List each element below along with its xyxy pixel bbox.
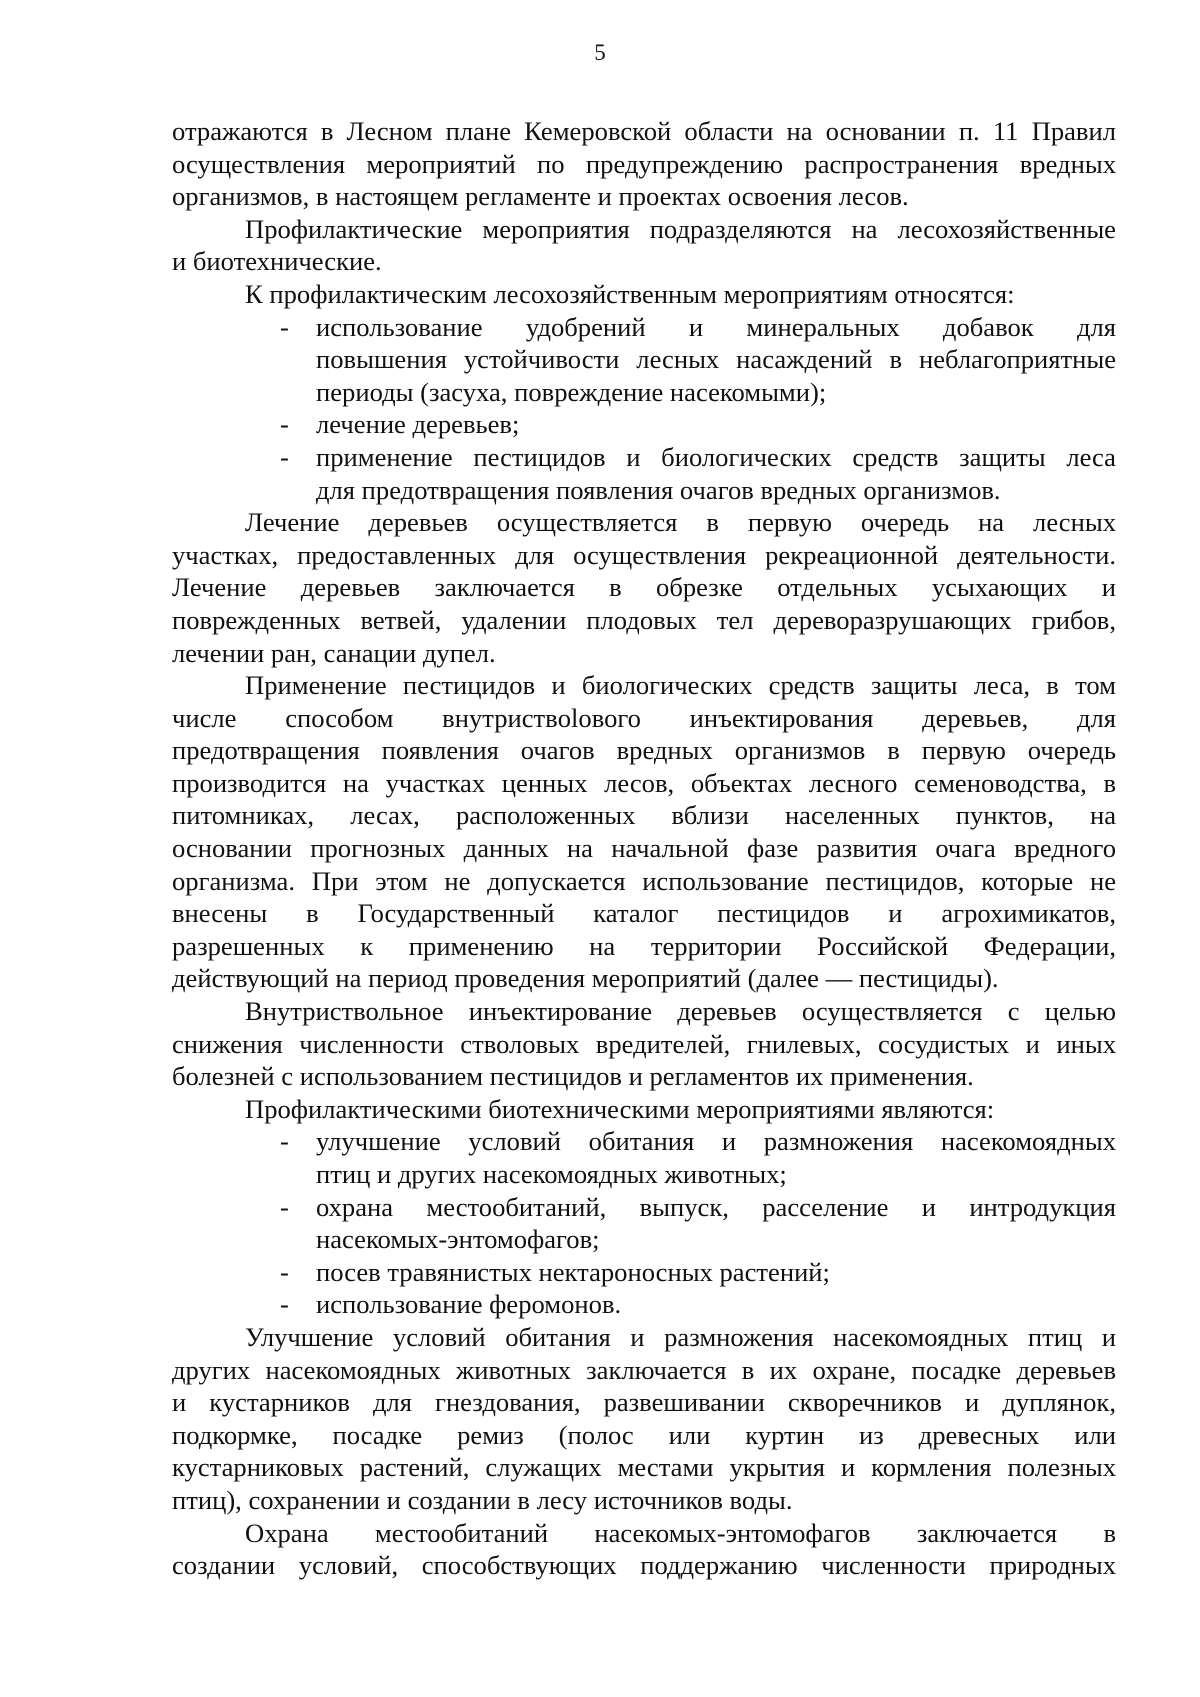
list-dash: - <box>280 1289 289 1320</box>
text-line: периоды (засуха, повреждение насекомыми); <box>316 376 827 407</box>
list-item-line <box>0 1256 1200 1289</box>
text-line: разрешенных к применению на территории Российской Федерации, <box>172 930 1116 961</box>
text-line: Применение пестицидов и биологических средств защиты леса, в том <box>245 670 1116 701</box>
text-line: числе способом внутриствolового инъектирования деревьев, для <box>172 702 1116 733</box>
list-dash: - <box>280 409 289 440</box>
list-dash: - <box>280 441 289 472</box>
text-line: поврежденных ветвей, удалении плодовых тел дереворазрушающих грибов, <box>172 604 1116 635</box>
text-line: внесены в Государственный каталог пестицидов и агрохимикатов, <box>172 898 1116 929</box>
text-line: действующий на период проведения мероприятий (далее — пестициды). <box>172 963 999 994</box>
list-item-line <box>0 1288 1200 1321</box>
text-line: осуществления мероприятий по предупреждению распространения вредных <box>172 148 1116 179</box>
list-item-line <box>0 1125 1200 1158</box>
text-line: Профилактические мероприятия подразделяются на лесохозяйственные <box>245 213 1116 244</box>
text-line: организмов, в настоящем регламенте и проектах освоения лесов. <box>172 181 909 212</box>
text-line: участках, предоставленных для осуществления рекреационной деятельности. <box>172 539 1116 570</box>
text-line: птиц), сохранении и создании в лесу источников воды. <box>172 1484 793 1515</box>
text-line: Охрана местообитаний насекомых-энтомофагов заключается в <box>245 1517 1116 1548</box>
text-line: других насекомоядных животных заключается в их охране, посадке деревьев <box>172 1354 1116 1385</box>
text-line: предотвращения появления очагов вредных организмов в первую очередь <box>172 735 1116 766</box>
list-item-line <box>0 1191 1200 1224</box>
text-line: Внутриствольное инъектирование деревьев осуществляется с целью <box>245 996 1116 1027</box>
text-line: производится на участках ценных лесов, объектах лесного семеноводства, в <box>172 767 1116 798</box>
text-line: подкормке, посадке ремиз (полос или куртин из древесных или <box>172 1419 1116 1450</box>
list-dash: - <box>280 1191 289 1222</box>
list-item-line <box>0 311 1200 344</box>
text-line: улучшение условий обитания и размножения насекомоядных <box>316 1126 1116 1157</box>
text-line: кустарниковых растений, служащих местами укрытия и кормления полезных <box>172 1452 1116 1483</box>
list-item-line <box>0 408 1200 441</box>
text-line: повышения устойчивости лесных насаждений в неблагоприятные <box>316 344 1116 375</box>
text-line: применение пестицидов и биологических средств защиты леса <box>316 441 1116 472</box>
text-line: Лечение деревьев заключается в обрезке отдельных усыхающих и <box>172 572 1116 603</box>
text-line: посев травянистых нектароносных растений; <box>316 1256 830 1287</box>
text-line: К профилактическим лесохозяйственным мероприятиям относятся: <box>245 278 1015 309</box>
text-line: и кустарников для гнездования, развешивании скворечников и дуплянок, <box>172 1387 1116 1418</box>
list-dash: - <box>280 1126 289 1157</box>
list-dash: - <box>280 1256 289 1287</box>
document-body <box>0 115 1200 1582</box>
text-line: охрана местообитаний, выпуск, расселение и интродукция <box>316 1191 1116 1222</box>
text-line: использование феромонов. <box>316 1289 622 1320</box>
list-dash: - <box>280 311 289 342</box>
text-line: создании условий, способствующих поддержанию численности природных <box>172 1550 1116 1581</box>
text-line: лечении ран, санации дупел. <box>172 637 496 668</box>
text-line: Профилактическими биотехническими мероприятиями являются: <box>245 1093 995 1124</box>
text-line: снижения численности стволовых вредителей, гнилевых, сосудистых и иных <box>172 1028 1116 1059</box>
text-line: лечение деревьев; <box>316 409 520 440</box>
text-line: птиц и других насекомоядных животных; <box>316 1159 787 1189</box>
text-line: и биотехнические. <box>172 246 382 277</box>
text-line: использование удобрений и минеральных добавок для <box>316 311 1116 342</box>
page-number: 5 <box>594 40 606 65</box>
text-line: болезней с использованием пестицидов и регламентов их применения. <box>172 1061 974 1092</box>
text-line: отражаются в Лесном плане Кемеровской области на основании п. 11 Правил <box>172 116 1116 146</box>
text-line: для предотвращения появления очагов вредных организмов. <box>316 474 1001 505</box>
list-item-line <box>0 441 1200 474</box>
text-line: основании прогнозных данных на начальной фазе развития очага вредного <box>172 833 1116 864</box>
text-line: организма. При этом не допускается использование пестицидов, которые не <box>172 865 1116 896</box>
text-line: насекомых-энтомофагов; <box>316 1224 600 1255</box>
text-line: питомниках, лесах, расположенных вблизи населенных пунктов, на <box>172 800 1116 831</box>
text-line: Лечение деревьев осуществляется в первую очередь на лесных <box>245 507 1116 538</box>
text-line: Улучшение условий обитания и размножения насекомоядных птиц и <box>245 1321 1116 1352</box>
